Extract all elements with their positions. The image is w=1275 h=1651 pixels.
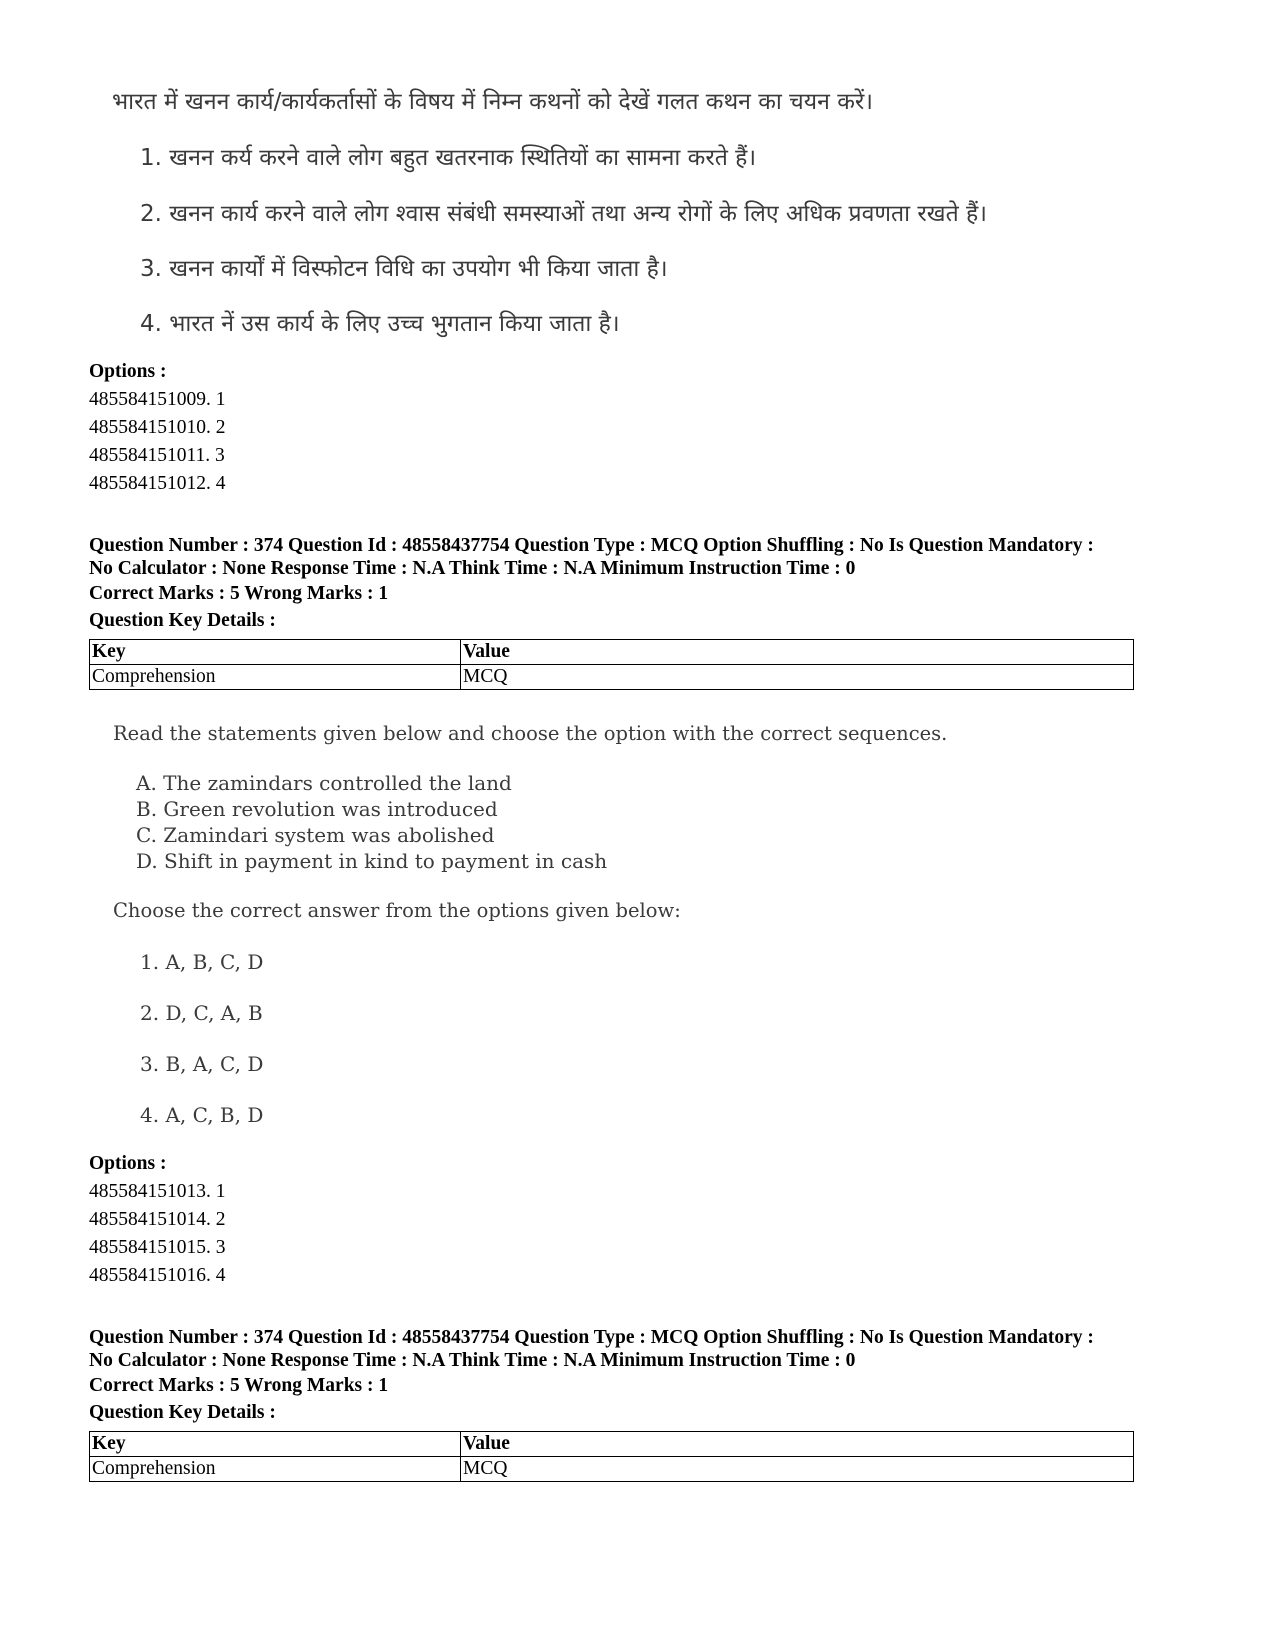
choose-instruction: Choose the correct answer from the options given below: xyxy=(113,899,681,922)
meta-line-1: Question Number : 374 Question Id : 48558437754 Question Type : MCQ Option Shuffling : No Is Question Mandatory : xyxy=(89,535,1094,556)
statement-list xyxy=(136,770,607,874)
key-details-table xyxy=(89,1431,1134,1482)
meta-line-1: Question Number : 374 Question Id : 48558437754 Question Type : MCQ Option Shuffling : No Is Question Mandatory : xyxy=(89,1327,1094,1348)
table-row xyxy=(90,1457,1134,1482)
option-item: 485584151011. 3 xyxy=(89,445,225,466)
marks-info: Correct Marks : 5 Wrong Marks : 1 xyxy=(89,1375,389,1396)
question-meta xyxy=(89,1326,1094,1372)
options-label: Options : xyxy=(89,361,167,382)
options-label: Options : xyxy=(89,1153,167,1174)
question-text: Read the statements given below and choose the option with the correct sequences. xyxy=(113,722,948,745)
option-item: 485584151016. 4 xyxy=(89,1265,226,1286)
meta-line-2: No Calculator : None Response Time : N.A Think Time : N.A Minimum Instruction Time : 0 xyxy=(89,558,856,579)
statement-c: C. Zamindari system was abolished xyxy=(136,823,495,847)
option-item: 485584151009. 1 xyxy=(89,389,226,410)
statement-d: D. Shift in payment in kind to payment in cash xyxy=(136,849,608,873)
cell-key: Comprehension xyxy=(90,1457,461,1482)
table-row xyxy=(90,665,1134,690)
option-item: 485584151015. 3 xyxy=(89,1237,226,1258)
statement-b: B. Green revolution was introduced xyxy=(136,797,498,821)
header-key: Key xyxy=(90,640,461,665)
option-item: 485584151012. 4 xyxy=(89,473,226,494)
key-details-label: Question Key Details : xyxy=(89,610,276,631)
header-value: Value xyxy=(461,1432,1134,1457)
statement-2: 2. खनन कार्य करने वाले लोग श्वास संबंधी समस्याओं तथा अन्य रोगों के लिए अधिक प्रवणता रखते हैं। xyxy=(140,201,987,227)
option-item: 485584151014. 2 xyxy=(89,1209,226,1230)
option-item: 485584151010. 2 xyxy=(89,417,226,438)
choice-3: 3. B, A, C, D xyxy=(140,1052,264,1076)
choice-4: 4. A, C, B, D xyxy=(140,1103,264,1127)
question-meta xyxy=(89,534,1094,580)
question-text: भारत में खनन कार्य/कार्यकर्तासों के विषय में निम्न कथनों को देखें गलत कथन का चयन करें। xyxy=(112,89,873,115)
meta-line-2: No Calculator : None Response Time : N.A Think Time : N.A Minimum Instruction Time : 0 xyxy=(89,1350,856,1371)
statement-3: 3. खनन कार्यों में विस्फोटन विधि का उपयोग भी किया जाता है। xyxy=(140,256,668,282)
options-list xyxy=(89,386,226,498)
table-header-row xyxy=(90,640,1134,665)
cell-key: Comprehension xyxy=(90,665,461,690)
header-value: Value xyxy=(461,640,1134,665)
choice-1: 1. A, B, C, D xyxy=(140,950,264,974)
cell-value: MCQ xyxy=(461,1457,1134,1482)
option-item: 485584151013. 1 xyxy=(89,1181,226,1202)
key-details-label: Question Key Details : xyxy=(89,1402,276,1423)
statement-4: 4. भारत नें उस कार्य के लिए उच्च भुगतान किया जाता है। xyxy=(140,311,620,337)
key-details-table xyxy=(89,639,1134,690)
cell-value: MCQ xyxy=(461,665,1134,690)
marks-info: Correct Marks : 5 Wrong Marks : 1 xyxy=(89,583,389,604)
statement-a: A. The zamindars controlled the land xyxy=(136,771,512,795)
choice-2: 2. D, C, A, B xyxy=(140,1001,263,1025)
options-list xyxy=(89,1178,226,1290)
header-key: Key xyxy=(90,1432,461,1457)
table-header-row xyxy=(90,1432,1134,1457)
statement-1: 1. खनन कर्य करने वाले लोग बहुत खतरनाक स्थितियों का सामना करते हैं। xyxy=(140,145,757,171)
